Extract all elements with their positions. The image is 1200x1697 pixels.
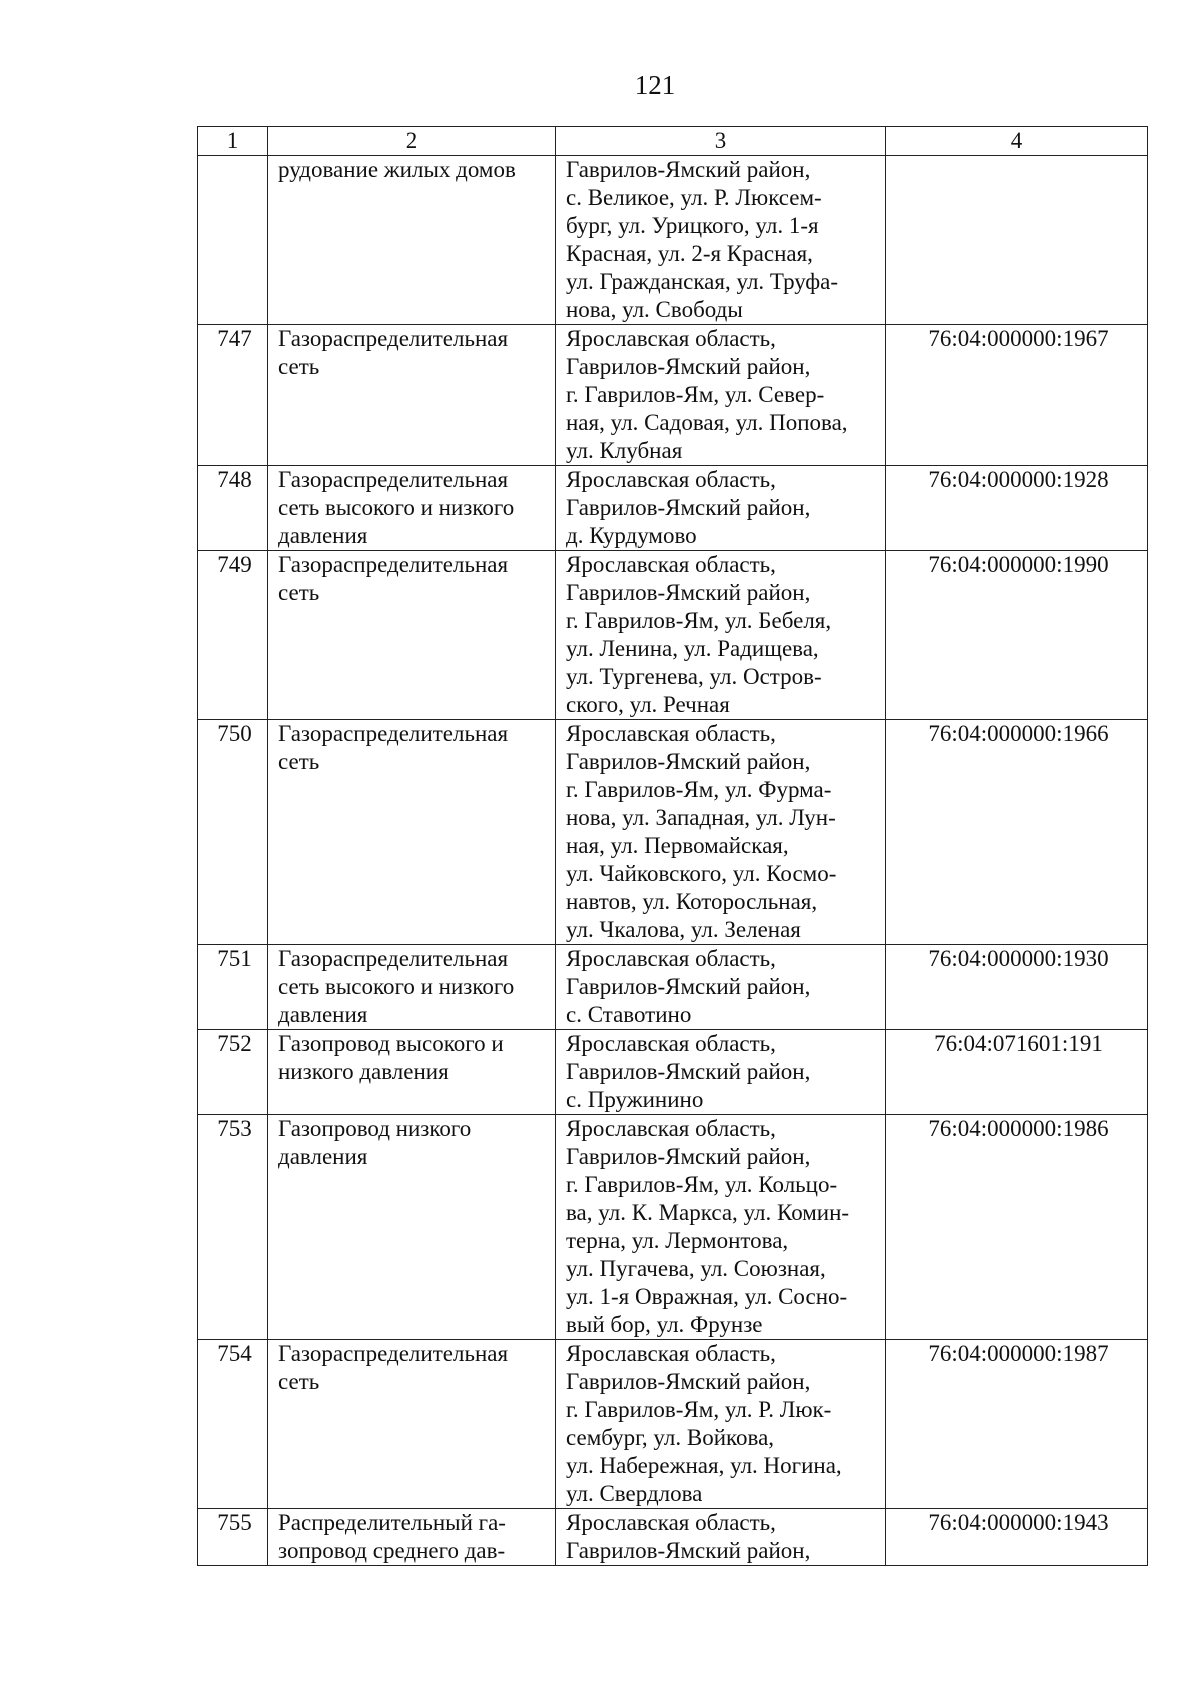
table-row xyxy=(198,1340,1148,1509)
column-header-2: 2 xyxy=(268,127,556,156)
object-address-line: ул. Клубная xyxy=(566,438,683,463)
cadastral-number: 76:04:000000:1986 xyxy=(886,1115,1148,1340)
object-name xyxy=(268,325,556,466)
object-address-line: Гаврилов-Ямский район, xyxy=(566,1059,811,1084)
object-address-line: Ярославская область, xyxy=(566,467,776,492)
header-row xyxy=(198,127,1148,156)
object-name-line: Газораспределительная xyxy=(278,467,509,492)
object-address-line: Гаврилов-Ямский район, xyxy=(566,974,811,999)
column-header-3: 3 xyxy=(556,127,886,156)
object-address xyxy=(556,325,886,466)
cadastral-number: 76:04:000000:1987 xyxy=(886,1340,1148,1509)
row-number: 749 xyxy=(198,551,268,720)
object-address-line: Ярославская область, xyxy=(566,1116,776,1141)
object-address-line: Ярославская область, xyxy=(566,946,776,971)
object-name xyxy=(268,1030,556,1115)
object-address xyxy=(556,720,886,945)
object-name xyxy=(268,1509,556,1566)
row-number: 752 xyxy=(198,1030,268,1115)
object-address xyxy=(556,156,886,325)
object-name-line: сеть высокого и низкого xyxy=(278,974,515,999)
object-name-line: низкого давления xyxy=(278,1059,449,1084)
object-address xyxy=(556,1340,886,1509)
registry-table xyxy=(197,126,1148,1566)
object-address-line: Ярославская область, xyxy=(566,552,776,577)
object-address-line: ул. Чкалова, ул. Зеленая xyxy=(566,917,801,942)
table-row xyxy=(198,1030,1148,1115)
object-address-line: навтов, ул. Которосльная, xyxy=(566,889,818,914)
object-name-line: сеть xyxy=(278,749,320,774)
object-address-line: нова, ул. Свободы xyxy=(566,297,743,322)
object-address xyxy=(556,1030,886,1115)
object-name-line: Газораспределительная xyxy=(278,552,509,577)
row-number: 748 xyxy=(198,466,268,551)
object-address xyxy=(556,945,886,1030)
table-row xyxy=(198,551,1148,720)
object-name xyxy=(268,1340,556,1509)
object-address-line: сембург, ул. Войкова, xyxy=(566,1425,775,1450)
object-name xyxy=(268,156,556,325)
row-number: 751 xyxy=(198,945,268,1030)
object-address-line: Ярославская область, xyxy=(566,1510,776,1535)
object-address-line: ул. Ленина, ул. Радищева, xyxy=(566,636,819,661)
cadastral-number: 76:04:000000:1966 xyxy=(886,720,1148,945)
object-address-line: г. Гаврилов-Ям, ул. Бебеля, xyxy=(566,608,832,633)
object-name-line: зопровод среднего дав- xyxy=(278,1538,506,1563)
cadastral-number: 76:04:000000:1943 xyxy=(886,1509,1148,1566)
row-number: 755 xyxy=(198,1509,268,1566)
object-address-line: бург, ул. Урицкого, ул. 1-я xyxy=(566,213,819,238)
object-address-line: г. Гаврилов-Ям, ул. Север- xyxy=(566,382,825,407)
object-address-line: Гаврилов-Ямский район, xyxy=(566,580,811,605)
object-name xyxy=(268,466,556,551)
object-address-line: ул. 1-я Овражная, ул. Сосно- xyxy=(566,1284,848,1309)
page-number: 121 xyxy=(634,70,676,100)
object-address-line: Ярославская область, xyxy=(566,326,776,351)
object-address-line: ул. Свердлова xyxy=(566,1481,703,1506)
object-name-line: рудование жилых домов xyxy=(278,157,516,182)
table-row xyxy=(198,325,1148,466)
object-address-line: ул. Чайковского, ул. Космо- xyxy=(566,861,837,886)
object-address xyxy=(556,551,886,720)
object-name-line: давления xyxy=(278,1144,368,1169)
object-name-line: Газораспределительная xyxy=(278,721,509,746)
object-name-line: давления xyxy=(278,1002,368,1027)
object-name-line: давления xyxy=(278,523,368,548)
table-row xyxy=(198,945,1148,1030)
object-address-line: Ярославская область, xyxy=(566,1031,776,1056)
object-name-line: сеть xyxy=(278,1369,320,1394)
object-address-line: Гаврилов-Ямский район, xyxy=(566,354,811,379)
cadastral-number: 76:04:000000:1928 xyxy=(886,466,1148,551)
object-name-line: сеть xyxy=(278,354,320,379)
object-name-line: Газораспределительная xyxy=(278,946,509,971)
column-header-4: 4 xyxy=(886,127,1148,156)
table-header xyxy=(198,127,1148,156)
object-name-line: Газораспределительная xyxy=(278,1341,509,1366)
table-row xyxy=(198,156,1148,325)
object-name xyxy=(268,720,556,945)
object-address-line: ул. Набережная, ул. Ногина, xyxy=(566,1453,842,1478)
object-address-line: ная, ул. Первомайская, xyxy=(566,833,789,858)
object-name xyxy=(268,945,556,1030)
cadastral-number: 76:04:000000:1930 xyxy=(886,945,1148,1030)
table-row xyxy=(198,720,1148,945)
object-name xyxy=(268,1115,556,1340)
object-address-line: Гаврилов-Ямский район, xyxy=(566,1538,811,1563)
object-address-line: г. Гаврилов-Ям, ул. Фурма- xyxy=(566,777,832,802)
object-address-line: вый бор, ул. Фрунзе xyxy=(566,1312,763,1337)
object-address xyxy=(556,1115,886,1340)
object-address-line: г. Гаврилов-Ям, ул. Р. Люк- xyxy=(566,1397,832,1422)
object-name-line: Газопровод низкого xyxy=(278,1116,472,1141)
object-address-line: Гаврилов-Ямский район, xyxy=(566,749,811,774)
object-address-line: с. Великое, ул. Р. Люксем- xyxy=(566,185,822,210)
table-row xyxy=(198,1509,1148,1566)
object-address-line: нова, ул. Западная, ул. Лун- xyxy=(566,805,836,830)
row-number xyxy=(198,156,268,325)
row-number: 754 xyxy=(198,1340,268,1509)
object-address-line: г. Гаврилов-Ям, ул. Кольцо- xyxy=(566,1172,838,1197)
cadastral-number: 76:04:071601:191 xyxy=(886,1030,1148,1115)
object-name-line: сеть высокого и низкого xyxy=(278,495,515,520)
object-address-line: Красная, ул. 2-я Красная, xyxy=(566,241,813,266)
table-body xyxy=(198,156,1148,1566)
column-header-1: 1 xyxy=(198,127,268,156)
object-address-line: ул. Тургенева, ул. Остров- xyxy=(566,664,822,689)
cadastral-number: 76:04:000000:1967 xyxy=(886,325,1148,466)
object-name-line: Газопровод высокого и xyxy=(278,1031,504,1056)
object-name xyxy=(268,551,556,720)
object-address-line: ная, ул. Садовая, ул. Попова, xyxy=(566,410,848,435)
object-address-line: Ярославская область, xyxy=(566,1341,776,1366)
cadastral-number: 76:04:000000:1990 xyxy=(886,551,1148,720)
object-address-line: ул. Пугачева, ул. Союзная, xyxy=(566,1256,826,1281)
object-address-line: Гаврилов-Ямский район, xyxy=(566,1369,811,1394)
row-number: 753 xyxy=(198,1115,268,1340)
cadastral-number xyxy=(886,156,1148,325)
object-address-line: с. Пружинино xyxy=(566,1087,704,1112)
object-address-line: д. Курдумово xyxy=(566,523,697,548)
object-address-line: ва, ул. К. Маркса, ул. Комин- xyxy=(566,1200,850,1225)
object-address-line: Гаврилов-Ямский район, xyxy=(566,157,811,182)
object-name-line: сеть xyxy=(278,580,320,605)
table-row xyxy=(198,1115,1148,1340)
row-number: 750 xyxy=(198,720,268,945)
object-address xyxy=(556,1509,886,1566)
object-address-line: ского, ул. Речная xyxy=(566,692,730,717)
object-address-line: Гаврилов-Ямский район, xyxy=(566,495,811,520)
object-address-line: ул. Гражданская, ул. Труфа- xyxy=(566,269,838,294)
object-name-line: Газораспределительная xyxy=(278,326,509,351)
object-address-line: с. Ставотино xyxy=(566,1002,692,1027)
object-name-line: Распределительный га- xyxy=(278,1510,506,1535)
table-row xyxy=(198,466,1148,551)
object-address xyxy=(556,466,886,551)
object-address-line: терна, ул. Лермонтова, xyxy=(566,1228,789,1253)
object-address-line: Гаврилов-Ямский район, xyxy=(566,1144,811,1169)
row-number: 747 xyxy=(198,325,268,466)
object-address-line: Ярославская область, xyxy=(566,721,776,746)
